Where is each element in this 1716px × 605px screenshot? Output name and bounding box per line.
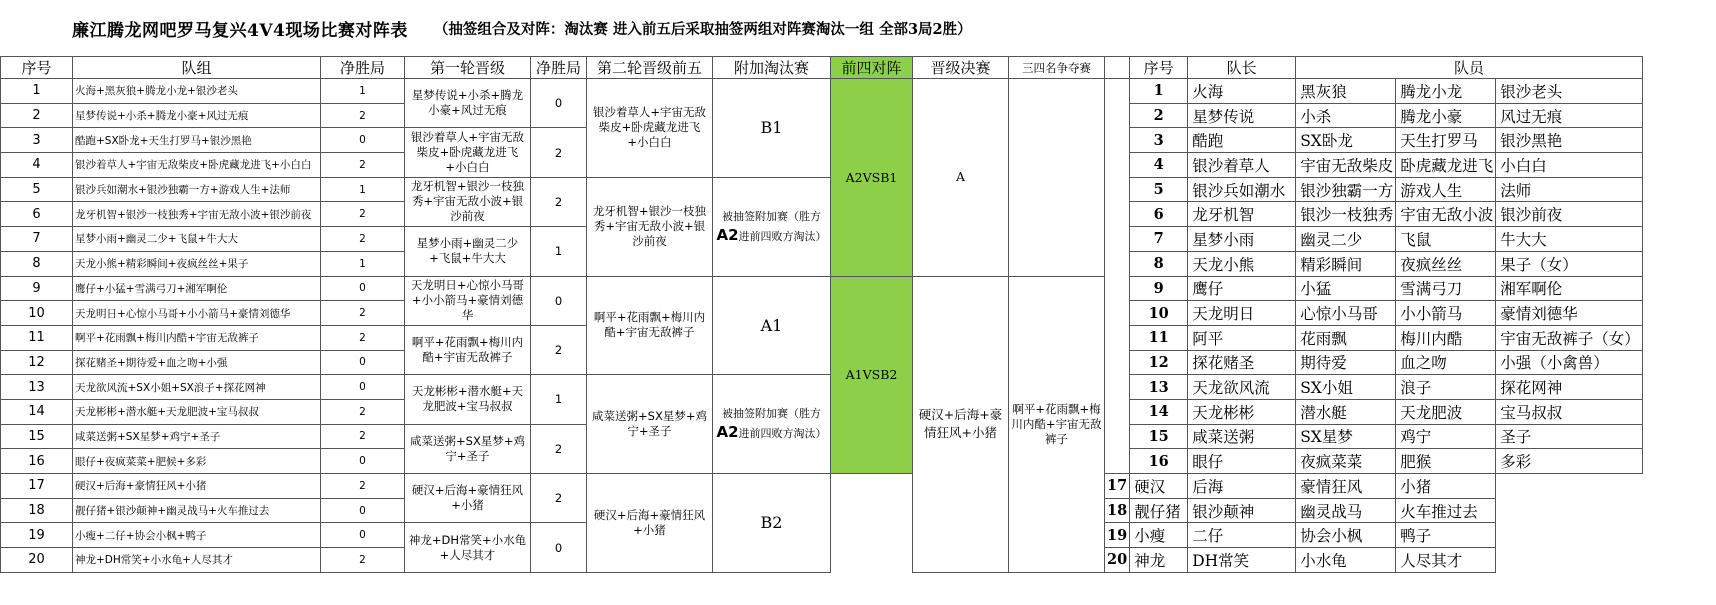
member-name: 人尽其才: [1396, 548, 1496, 573]
extra-note-a2: A2: [716, 423, 739, 442]
header-semi: 前四对阵: [831, 57, 913, 79]
wins-cell: 0: [321, 449, 405, 474]
row-index: 4: [1, 153, 73, 178]
member-name: 腾龙小豪: [1396, 103, 1496, 128]
round1-team-cell: 龙牙机智+银沙一枝独秀+宇宙无敌小波+银沙前夜: [405, 177, 531, 226]
column-gap: [1105, 57, 1130, 79]
round1-team-cell: 啊平+花雨飘+梅川内酷+宇宙无敌裤子: [405, 325, 531, 374]
round1-team-cell: 硬汉+后海+豪情狂风+小猪: [405, 474, 531, 523]
round1-wins-cell: 1: [531, 227, 587, 276]
final-slot-a: A: [913, 79, 1009, 277]
member-name: 心惊小马哥: [1296, 301, 1396, 326]
row-index: 15: [1, 424, 73, 449]
team-cell: 靓仔猪+银沙颠神+幽灵战马+火车推过去: [73, 498, 321, 523]
table-row: [1, 474, 1643, 499]
member-name: 夜疯菜菜: [1296, 449, 1396, 474]
row-index: 17: [1, 474, 73, 499]
wins-cell: 2: [321, 153, 405, 178]
team-cell: 眼仔+夜疯菜菜+肥候+多彩: [73, 449, 321, 474]
extra-match-b1: B1: [713, 79, 831, 178]
wins-cell: 1: [321, 251, 405, 276]
row-index: 13: [1, 375, 73, 400]
roster-index: 5: [1130, 177, 1188, 202]
round1-wins-cell: 0: [531, 79, 587, 128]
member-name: 银沙颠神: [1188, 498, 1296, 523]
team-cell: 天龙彬彬+潜水艇+天龙肥波+宝马叔叔: [73, 399, 321, 424]
team-cell: 天龙明日+心惊小马哥+小小箭马+豪情刘德华: [73, 301, 321, 326]
member-name: 精彩瞬间: [1296, 251, 1396, 276]
column-gap: [1105, 128, 1130, 153]
roster-index: 7: [1130, 227, 1188, 252]
member-name: 法师: [1496, 177, 1643, 202]
member-name: 豪情刘德华: [1496, 301, 1643, 326]
member-name: 天生打罗马: [1396, 128, 1496, 153]
roster-index: 16: [1130, 449, 1188, 474]
round1-wins-cell: 2: [531, 128, 587, 177]
column-gap: [1105, 325, 1130, 350]
extra-note-post: 进前四败方淘汰）: [738, 427, 827, 441]
captain-name: 银沙兵如潮水: [1188, 177, 1296, 202]
round1-team-cell: 神龙+DH常笑+小水龟+人尽其才: [405, 523, 531, 572]
member-name: 银沙独霸一方: [1296, 177, 1396, 202]
captain-name: 鹰仔: [1188, 276, 1296, 301]
member-name: 小强（小禽兽）: [1496, 350, 1643, 375]
round1-team-cell: 星梦传说+小杀+腾龙小豪+风过无痕: [405, 79, 531, 128]
captain-name: 龙牙机智: [1188, 202, 1296, 227]
member-name: 银沙一枝独秀: [1296, 202, 1396, 227]
member-name: 夜疯丝丝: [1396, 251, 1496, 276]
roster-index: 15: [1130, 424, 1188, 449]
extra-note-a2: A2: [716, 225, 739, 244]
roster-index: 18: [1105, 498, 1130, 523]
captain-name: 眼仔: [1188, 449, 1296, 474]
header-members: 队员: [1296, 57, 1643, 79]
member-name: 牛大大: [1496, 227, 1643, 252]
member-name: 火车推过去: [1396, 498, 1496, 523]
member-name: 小杀: [1296, 103, 1396, 128]
row-index: 2: [1, 103, 73, 128]
round1-team-cell: 咸菜送粥+SX星梦+鸡宁+圣子: [405, 424, 531, 473]
header-captain: 队长: [1188, 57, 1296, 79]
round2-team-cell: 啊平+花雨飘+梅川内酷+宇宙无敌裤子: [587, 276, 713, 375]
wins-cell: 0: [321, 350, 405, 375]
header-wins2: 净胜局: [531, 57, 587, 79]
member-name: 宇宙无敌柴皮: [1296, 153, 1396, 178]
column-gap: [1105, 375, 1130, 400]
column-gap: [831, 474, 913, 499]
roster-index: 9: [1130, 276, 1188, 301]
column-gap: [1105, 177, 1130, 202]
member-name: 腾龙小龙: [1396, 79, 1496, 104]
captain-name: 天龙小熊: [1188, 251, 1296, 276]
column-gap: [1105, 301, 1130, 326]
extra-note-post: 进前四败方淘汰）: [738, 229, 827, 243]
wins-cell: 2: [321, 103, 405, 128]
column-gap: [831, 523, 913, 548]
header-third: 三四名争夺赛: [1009, 57, 1105, 79]
table-row: [1, 79, 1643, 104]
row-index: 19: [1, 523, 73, 548]
roster-index: 14: [1130, 399, 1188, 424]
roster-index: 4: [1130, 153, 1188, 178]
header-idx: 序号: [1, 57, 73, 79]
team-cell: 硬汉+后海+豪情狂风+小猪: [73, 474, 321, 499]
member-name: 小猛: [1296, 276, 1396, 301]
team-cell: 星梦传说+小杀+腾龙小豪+风过无痕: [73, 103, 321, 128]
round1-wins-cell: 0: [531, 523, 587, 572]
member-name: 梅川内酷: [1396, 325, 1496, 350]
member-name: 小白白: [1496, 153, 1643, 178]
member-name: 协会小枫: [1296, 523, 1396, 548]
member-name: 浪子: [1396, 375, 1496, 400]
third-place-empty: [1009, 79, 1105, 277]
roster-index: 3: [1130, 128, 1188, 153]
member-name: 飞鼠: [1396, 227, 1496, 252]
header-round1: 第一轮晋级: [405, 57, 531, 79]
column-gap: [1105, 227, 1130, 252]
member-name: 期待爱: [1296, 350, 1396, 375]
row-index: 16: [1, 449, 73, 474]
team-cell: 火海+黑灰狼+腾龙小龙+银沙老头: [73, 79, 321, 104]
member-name: 幽灵战马: [1296, 498, 1396, 523]
team-cell: 酷跑+SX卧龙+天生打罗马+银沙黑艳: [73, 128, 321, 153]
member-name: 圣子: [1496, 424, 1643, 449]
roster-index: 12: [1130, 350, 1188, 375]
round1-team-cell: 天龙明日+心惊小马哥+小小箭马+豪情刘德华: [405, 276, 531, 325]
member-name: 小小箭马: [1396, 301, 1496, 326]
roster-index: 10: [1130, 301, 1188, 326]
semifinal-matchup: A2VSB1: [831, 79, 913, 277]
round2-team-cell: 银沙着草人+宇宙无敌柴皮+卧虎藏龙进飞+小白白: [587, 79, 713, 178]
member-name: 豪情狂风: [1296, 474, 1396, 499]
member-name: 银沙前夜: [1496, 202, 1643, 227]
member-name: 银沙老头: [1496, 79, 1643, 104]
row-index: 10: [1, 301, 73, 326]
member-name: SX小姐: [1296, 375, 1396, 400]
header-team: 队组: [73, 57, 321, 79]
team-cell: 神龙+DH常笑+小水龟+人尽其才: [73, 548, 321, 573]
member-name: 血之吻: [1396, 350, 1496, 375]
captain-name: 酷跑: [1188, 128, 1296, 153]
roster-index: 6: [1130, 202, 1188, 227]
sheet-title: [0, 0, 1716, 56]
row-index: 7: [1, 227, 73, 252]
round1-team-cell: 天龙彬彬+潜水艇+天龙肥波+宝马叔叔: [405, 375, 531, 424]
extra-match-note: [713, 177, 831, 276]
member-name: 果子（女）: [1496, 251, 1643, 276]
roster-index: 8: [1130, 251, 1188, 276]
round1-team-cell: 银沙着草人+宇宙无敌柴皮+卧虎藏龙进飞+小白白: [405, 128, 531, 177]
extra-match-b2: B2: [713, 474, 831, 573]
column-gap: [1105, 251, 1130, 276]
wins-cell: 2: [321, 202, 405, 227]
captain-name: 硬汉: [1130, 474, 1188, 499]
round1-wins-cell: 0: [531, 276, 587, 325]
row-index: 12: [1, 350, 73, 375]
table-row: [1, 177, 1643, 202]
member-name: 湘军啊伦: [1496, 276, 1643, 301]
team-cell: 天龙小熊+精彩瞬间+夜疯丝丝+果子: [73, 251, 321, 276]
wins-cell: 0: [321, 128, 405, 153]
column-gap: [1105, 202, 1130, 227]
member-name: 天龙肥波: [1396, 399, 1496, 424]
round1-wins-cell: 2: [531, 424, 587, 473]
row-index: 3: [1, 128, 73, 153]
captain-name: 天龙明日: [1188, 301, 1296, 326]
wins-cell: 2: [321, 325, 405, 350]
captain-name: 小瘦: [1130, 523, 1188, 548]
row-index: 5: [1, 177, 73, 202]
captain-name: 阿平: [1188, 325, 1296, 350]
bracket-table: [0, 56, 1643, 573]
extra-match-a1: A1: [713, 276, 831, 375]
member-name: 多彩: [1496, 449, 1643, 474]
member-name: 宝马叔叔: [1496, 399, 1643, 424]
extra-note-pre: 被抽签附加赛（胜方: [722, 209, 821, 223]
header-roster-idx: 序号: [1130, 57, 1188, 79]
semifinal-matchup: A1VSB2: [831, 276, 913, 474]
member-name: 风过无痕: [1496, 103, 1643, 128]
round2-team-cell: 龙牙机智+银沙一枝独秀+宇宙无敌小波+银沙前夜: [587, 177, 713, 276]
team-cell: 银沙着草人+宇宙无敌柴皮+卧虎藏龙进飞+小白白: [73, 153, 321, 178]
team-cell: 咸菜送粥+SX星梦+鸡宁+圣子: [73, 424, 321, 449]
captain-name: 火海: [1188, 79, 1296, 104]
round1-wins-cell: 1: [531, 375, 587, 424]
row-index: 11: [1, 325, 73, 350]
captain-name: 靓仔猪: [1130, 498, 1188, 523]
member-name: 黑灰狼: [1296, 79, 1396, 104]
team-cell: 鹰仔+小猛+雪满弓刀+湘军啊伦: [73, 276, 321, 301]
captain-name: 咸菜送粥: [1188, 424, 1296, 449]
captain-name: 天龙彬彬: [1188, 399, 1296, 424]
wins-cell: 2: [321, 424, 405, 449]
column-gap: [1105, 153, 1130, 178]
member-name: 小水龟: [1296, 548, 1396, 573]
row-index: 20: [1, 548, 73, 573]
member-name: 宇宙无敌小波: [1396, 202, 1496, 227]
member-name: SX星梦: [1296, 424, 1396, 449]
member-name: 幽灵二少: [1296, 227, 1396, 252]
column-gap: [1105, 276, 1130, 301]
captain-name: 星梦小雨: [1188, 227, 1296, 252]
row-index: 8: [1, 251, 73, 276]
captain-name: 银沙着草人: [1188, 153, 1296, 178]
row-index: 6: [1, 202, 73, 227]
column-gap: [1105, 350, 1130, 375]
captain-name: 探花赌圣: [1188, 350, 1296, 375]
column-gap: [1105, 399, 1130, 424]
member-name: DH常笑: [1188, 548, 1296, 573]
final-team: 硬汉+后海+豪情狂风+小猪: [913, 276, 1009, 572]
team-cell: 小瘦+二仔+协会小枫+鸭子: [73, 523, 321, 548]
round1-wins-cell: 2: [531, 474, 587, 523]
roster-index: 1: [1130, 79, 1188, 104]
wins-cell: 2: [321, 227, 405, 252]
captain-name: 星梦传说: [1188, 103, 1296, 128]
column-gap: [831, 498, 913, 523]
header-wins: 净胜局: [321, 57, 405, 79]
member-name: 游戏人生: [1396, 177, 1496, 202]
column-gap: [831, 548, 913, 573]
wins-cell: 0: [321, 523, 405, 548]
wins-cell: 2: [321, 548, 405, 573]
title-subtitle: （抽签组合及对阵：淘汰赛 进入前五后采取抽签两组对阵赛淘汰一组 全部3局2胜）: [433, 20, 972, 38]
wins-cell: 2: [321, 474, 405, 499]
roster-index: 13: [1130, 375, 1188, 400]
wins-cell: 1: [321, 79, 405, 104]
extra-note-pre: 被抽签附加赛（胜方: [722, 407, 821, 421]
member-name: 探花网神: [1496, 375, 1643, 400]
header-row: [1, 57, 1643, 79]
round1-wins-cell: 2: [531, 325, 587, 374]
wins-cell: 0: [321, 276, 405, 301]
member-name: 二仔: [1188, 523, 1296, 548]
table-row: [1, 375, 1643, 400]
captain-name: 天龙欲风流: [1188, 375, 1296, 400]
member-name: 鸡宁: [1396, 424, 1496, 449]
third-place-team: 啊平+花雨飘+梅川内酷+宇宙无敌裤子: [1009, 276, 1105, 572]
header-round2: 第二轮晋级前五: [587, 57, 713, 79]
captain-name: 神龙: [1130, 548, 1188, 573]
wins-cell: 0: [321, 498, 405, 523]
round1-wins-cell: 2: [531, 177, 587, 226]
column-gap: [1105, 449, 1130, 474]
roster-index: 20: [1105, 548, 1130, 573]
member-name: 花雨飘: [1296, 325, 1396, 350]
member-name: 银沙黑艳: [1496, 128, 1643, 153]
team-cell: 银沙兵如潮水+银沙独霸一方+游戏人生+法师: [73, 177, 321, 202]
row-index: 9: [1, 276, 73, 301]
column-gap: [1105, 79, 1130, 104]
row-index: 14: [1, 399, 73, 424]
team-cell: 星梦小雨+幽灵二少+飞鼠+牛大大: [73, 227, 321, 252]
roster-index: 19: [1105, 523, 1130, 548]
header-extra: 附加淘汰赛: [713, 57, 831, 79]
column-gap: [1105, 424, 1130, 449]
member-name: 宇宙无敌裤子（女）: [1496, 325, 1643, 350]
team-cell: 龙牙机智+银沙一枝独秀+宇宙无敌小波+银沙前夜: [73, 202, 321, 227]
row-index: 18: [1, 498, 73, 523]
header-final: 晋级决赛: [913, 57, 1009, 79]
roster-index: 2: [1130, 103, 1188, 128]
title-main: 廉江腾龙网吧罗马复兴4V4现场比赛对阵表: [72, 20, 408, 41]
wins-cell: 0: [321, 375, 405, 400]
wins-cell: 2: [321, 301, 405, 326]
member-name: 肥猴: [1396, 449, 1496, 474]
member-name: 小猪: [1396, 474, 1496, 499]
round1-team-cell: 星梦小雨+幽灵二少+飞鼠+牛大大: [405, 227, 531, 276]
table-row: [1, 276, 1643, 301]
member-name: 卧虎藏龙进飞: [1396, 153, 1496, 178]
member-name: 鸭子: [1396, 523, 1496, 548]
row-index: 1: [1, 79, 73, 104]
roster-index: 17: [1105, 474, 1130, 499]
wins-cell: 1: [321, 177, 405, 202]
team-cell: 天龙欲风流+SX小姐+SX浪子+探花网神: [73, 375, 321, 400]
team-cell: 探花赌圣+期待爱+血之吻+小强: [73, 350, 321, 375]
member-name: SX卧龙: [1296, 128, 1396, 153]
member-name: 潜水艇: [1296, 399, 1396, 424]
round2-team-cell: 硬汉+后海+豪情狂风+小猪: [587, 474, 713, 573]
extra-match-note: [713, 375, 831, 474]
column-gap: [1105, 103, 1130, 128]
round2-team-cell: 咸菜送粥+SX星梦+鸡宁+圣子: [587, 375, 713, 474]
member-name: 雪满弓刀: [1396, 276, 1496, 301]
team-cell: 啊平+花雨飘+梅川内酷+宇宙无敌裤子: [73, 325, 321, 350]
wins-cell: 2: [321, 399, 405, 424]
member-name: 后海: [1188, 474, 1296, 499]
roster-index: 11: [1130, 325, 1188, 350]
